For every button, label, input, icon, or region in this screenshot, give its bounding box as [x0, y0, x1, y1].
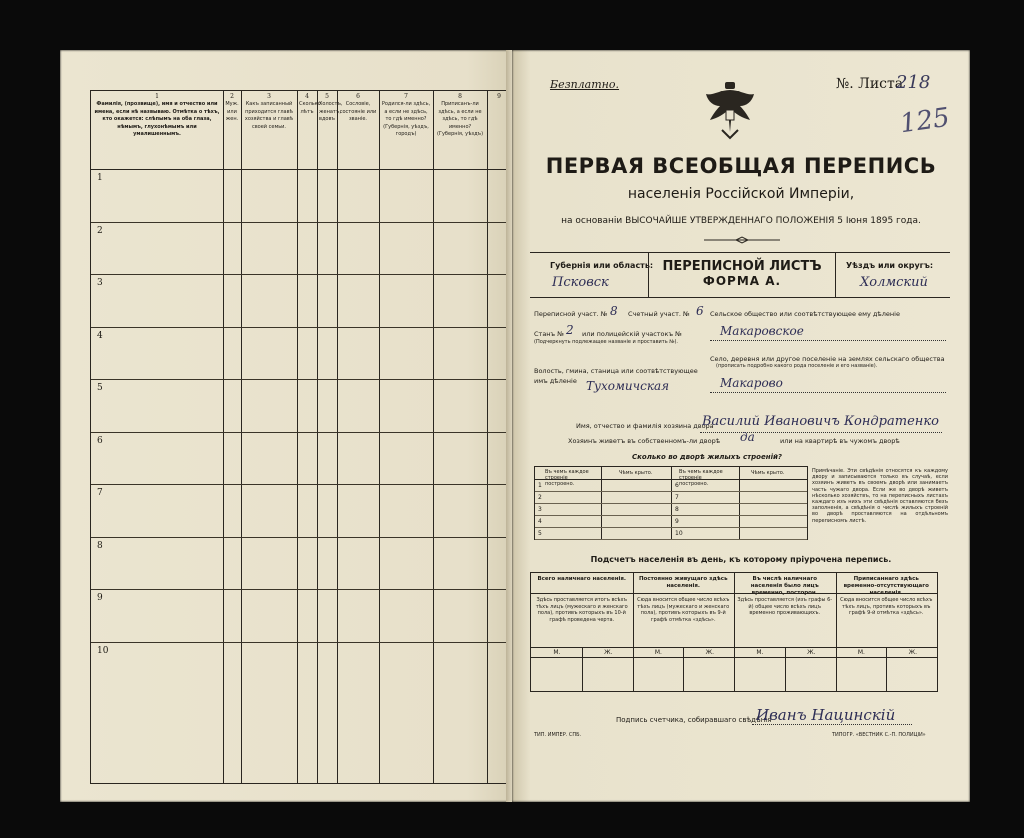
column-number: 6 [356, 93, 360, 100]
form-title-box [648, 253, 836, 297]
column-number: 4 [305, 93, 309, 100]
column-2 [223, 91, 242, 783]
column-header: Родился-ли здѣсь, а если не здѣсь, то гдѣ именно? (Губернія, уѣздъ, городъ) [381, 101, 431, 137]
buildings-note: Примѣчаніе. Эти свѣдѣнія относятся къ каждому двору и записываются только въ случаѣ, если хозяинъ живетъ въ своемъ дворѣ или занимаетъ часть чужаго двора. Если же во дворѣ живетъ нѣсколько хозяйствъ, то на переписныхъ листахъ каждаго изъ нихъ эти свѣдѣнія оставляются безъ заполненія, а свѣдѣнія о числѣ жилыхъ строеній во дворѣ проставляются на отдѣльномъ переписномъ листѣ. [812, 468, 948, 524]
buildings-col2-header: Чѣмъ крыто. [619, 470, 653, 476]
column-number: 1 [155, 93, 159, 100]
population-column-header: Постоянно живущаго здѣсь населенія. [638, 576, 728, 589]
population-male-label: М. [553, 649, 561, 656]
field-underline [710, 392, 946, 393]
gubernia-value: Псковск [552, 275, 609, 290]
region-band [530, 252, 950, 298]
police-label: или полицейскій участокъ № [582, 330, 682, 338]
population-mf-divider [886, 647, 887, 691]
population-female-label: Ж. [807, 649, 816, 656]
population-column [531, 573, 634, 691]
buildings-row-divider [535, 515, 807, 516]
table-row-number: 8 [97, 540, 103, 551]
buildings-row-divider [535, 539, 807, 540]
form-title: ПЕРЕПИСНОЙ ЛИСТЪ [662, 259, 822, 274]
left-page [60, 50, 512, 802]
printer-left: ТИП. ИМПЕР. СПБ. [534, 732, 582, 738]
table-row-number: 5 [97, 383, 103, 393]
column-number: 9 [497, 93, 501, 100]
ornament-divider-icon [702, 236, 782, 244]
population-column [836, 573, 938, 691]
perepis-uchastok-label: Переписной участ. № [534, 310, 608, 318]
population-male-label: М. [857, 649, 865, 656]
buildings-row-number: 10 [675, 530, 683, 537]
column-header: Сословіе, состояніе или званіе. [339, 101, 377, 122]
population-column-header: Въ числѣ наличнаго населенія было лицъ временно, посторон. [750, 576, 819, 596]
column-7 [379, 91, 434, 783]
buildings-row-divider [535, 491, 807, 492]
column-header: Приписанъ-ли здѣсь, а если не здѣсь, то гдѣ именно? (Губернія, уѣздъ) [436, 101, 484, 137]
schetny-uchastok-label: Счетный участ. № [628, 310, 690, 318]
population-column-header: Приписаннаго здѣсь временно-отсутствующаго населенія. [843, 576, 929, 596]
column-number: 2 [230, 93, 234, 100]
stan-label: Станъ № [534, 330, 564, 338]
owner-value: Василий Ивановичъ Кондратенко [702, 414, 939, 429]
column-header: Муж. или жен. [225, 101, 239, 122]
population-column-body: Здѣсь проставляется (изъ графы 6-й) общее число всѣхъ лицъ временно проживающихъ. [737, 597, 833, 616]
stan-value: 2 [566, 323, 574, 337]
column-5 [317, 91, 343, 783]
table-row-divider [91, 432, 511, 433]
volost-label: Волость, гмина, станица или соотвѣтствующее имъ дѣленіе [534, 367, 698, 385]
free-of-charge-label: Безплатно. [550, 78, 620, 91]
table-row-number: 1 [97, 173, 103, 183]
column-number: 3 [267, 93, 271, 100]
selo-value: Макарово [720, 376, 783, 390]
column-6 [337, 91, 380, 783]
buildings-row-number: 3 [538, 506, 542, 513]
population-male-label: М. [654, 649, 662, 656]
column-header: Какъ записанный приходится главѣ хозяйства и главѣ своей семьи. [244, 101, 294, 130]
printer-right: ТИПОГР. «ВЕСТНИК С.-П. ПОЛИЦІИ» [832, 732, 926, 738]
field-underline [710, 340, 946, 341]
column-header: Фамилія, (прозвище), имя и отчество или имена, если нѣ назвываю. Отмѣтка о тѣхъ, кто окажется: слѣпымъ на оба глаза, нѣмымъ, глухонѣмымъ или умалишеннымъ. [94, 101, 220, 137]
population-header-rule [531, 593, 633, 594]
population-mf-rule [531, 647, 937, 648]
column-number: 8 [458, 93, 462, 100]
table-row-divider [91, 222, 511, 223]
table-row-divider [91, 274, 511, 275]
column-header: Сколько лѣтъ [299, 101, 321, 115]
buildings-question: Сколько во дворѣ жилыхъ строеній? [632, 453, 782, 461]
rent-label: или на квартирѣ въ чужомъ дворѣ [780, 437, 900, 445]
sheet-number-handwritten: 218 [896, 72, 931, 93]
selskoe-obshchestvo-value: Макаровское [720, 324, 804, 338]
field-underline [700, 432, 942, 433]
buildings-row-number: 1 [538, 482, 542, 489]
table-row-divider [91, 327, 511, 328]
document-spread [60, 50, 972, 802]
table-header-rule [91, 91, 511, 170]
uezd-label: Уѣздъ или округъ: [846, 261, 934, 270]
column-header: Холостъ, женатъ, вдовъ [319, 101, 343, 122]
table-row-divider [91, 379, 511, 380]
gubernia-label: Губернія или область: [550, 261, 654, 270]
population-female-label: Ж. [908, 649, 917, 656]
column-1 [91, 91, 224, 783]
right-page [512, 50, 970, 802]
buildings-row-number: 2 [538, 494, 542, 501]
table-row-divider [91, 537, 511, 538]
buildings-row-divider [535, 503, 807, 504]
owner-label: Имя, отчество и фамилія хозяина двора [576, 422, 714, 430]
table-row-number: 7 [97, 488, 103, 498]
buildings-row-number: 7 [675, 494, 679, 501]
population-count-title: Подсчетъ населенія въ день, къ которому пріурочена перепись. [590, 555, 892, 564]
population-mf-divider [683, 647, 684, 691]
population-male-label: М. [756, 649, 764, 656]
own-yard-label: Хозяинъ живетъ въ собственномъ-ли дворѣ [568, 437, 721, 445]
volost-value: Тухомичская [586, 379, 670, 393]
column-number: 5 [325, 93, 329, 100]
population-value-rule [531, 657, 937, 658]
population-mf-divider [785, 647, 786, 691]
signature-label: Подпись счетчика, собиравшаго свѣдѣнія [616, 716, 772, 724]
population-mf-divider [582, 647, 583, 691]
buildings-row-divider [535, 527, 807, 528]
signature-value: Иванъ Нацинскій [756, 706, 896, 724]
table-row-divider [91, 589, 511, 590]
own-yard-value: да [740, 430, 755, 444]
column-8 [433, 91, 488, 783]
buildings-row-number: 4 [538, 518, 542, 525]
perepis-uchastok-value: 8 [610, 304, 618, 318]
signature-underline [752, 724, 912, 725]
schetny-uchastok-value: 6 [696, 304, 704, 318]
population-column-header: Всего наличнаго населенія. [537, 576, 627, 582]
census-basis: на основаніи ВЫСОЧАЙШЕ УТВЕРЖДЕННАГО ПОЛОЖЕНІЯ 5 Іюня 1895 года. [561, 216, 921, 226]
police-note: (Подчеркнуть подлежащее названіе и проставить №). [534, 339, 678, 345]
census-subtitle: населенія Россійской Имперіи, [627, 186, 855, 202]
population-header-rule [836, 593, 938, 594]
population-table [530, 572, 938, 692]
table-row-number: 10 [97, 645, 109, 656]
population-female-label: Ж. [705, 649, 714, 656]
form-subtitle: ФОРМА А. [702, 274, 782, 288]
buildings-col1-header: Въ чемъ каждое строеніе построено. [545, 469, 589, 487]
uezd-value: Холмский [860, 275, 928, 290]
table-row-number: 6 [97, 435, 103, 446]
column-number: 7 [404, 93, 408, 100]
population-column-body: Здѣсь проставляется итогъ всѣхъ тѣхъ лицъ (мужескаго и женскаго пола), противъ которыхъ въ 10-й графѣ проведена черта. [535, 597, 628, 623]
column-4 [297, 91, 321, 783]
table-row-number: 3 [97, 278, 103, 288]
column-3 [241, 91, 298, 783]
table-row-number: 9 [97, 593, 103, 603]
selo-label: Село, деревня или другое поселеніе на землях сельскаго общества [710, 355, 945, 363]
buildings-row-number: 6 [675, 482, 679, 489]
buildings-row-number: 8 [675, 506, 679, 513]
population-column-body: Сюда вносится общее число всѣхъ тѣхъ лицъ, противъ которыхъ въ графѣ 9-й отмѣтка «здѣсь». [840, 597, 933, 616]
table-row-divider [91, 642, 511, 643]
buildings-table [534, 466, 808, 540]
population-header-rule [633, 593, 735, 594]
buildings-col1-header-right: Въ чемъ каждое строеніе построено. [679, 469, 723, 487]
archive-page-number: 125 [898, 102, 952, 140]
population-female-label: Ж. [604, 649, 613, 656]
census-persons-table [90, 90, 512, 784]
buildings-row-number: 9 [675, 518, 679, 525]
selskoe-obshchestvo-label: Сельское общество или соотвѣтствующее ему дѣленіе [710, 310, 900, 318]
table-row-divider [91, 484, 511, 485]
sheet-number-label: №. Листа [836, 76, 904, 92]
table-row-number: 4 [97, 330, 103, 341]
buildings-row-number: 5 [538, 530, 542, 537]
double-headed-eagle-icon [702, 80, 758, 140]
population-header-rule [734, 593, 836, 594]
population-column-body: Сюда вносится общее число всѣхъ тѣхъ лицъ (мужескаго и женскаго пола), противъ которыхъ въ 9-й графѣ отмѣтка «здѣсь». [637, 597, 730, 623]
census-title: ПЕРВАЯ ВСЕОБЩАЯ ПЕРЕПИСЬ [545, 154, 937, 178]
buildings-col2-header-right: Чѣмъ крыто. [751, 470, 785, 476]
population-column [633, 573, 736, 691]
selo-note: (прописать подробно какого рода поселеніе и его названіе). [716, 363, 878, 369]
population-column [734, 573, 837, 691]
table-row-number: 2 [97, 225, 103, 236]
